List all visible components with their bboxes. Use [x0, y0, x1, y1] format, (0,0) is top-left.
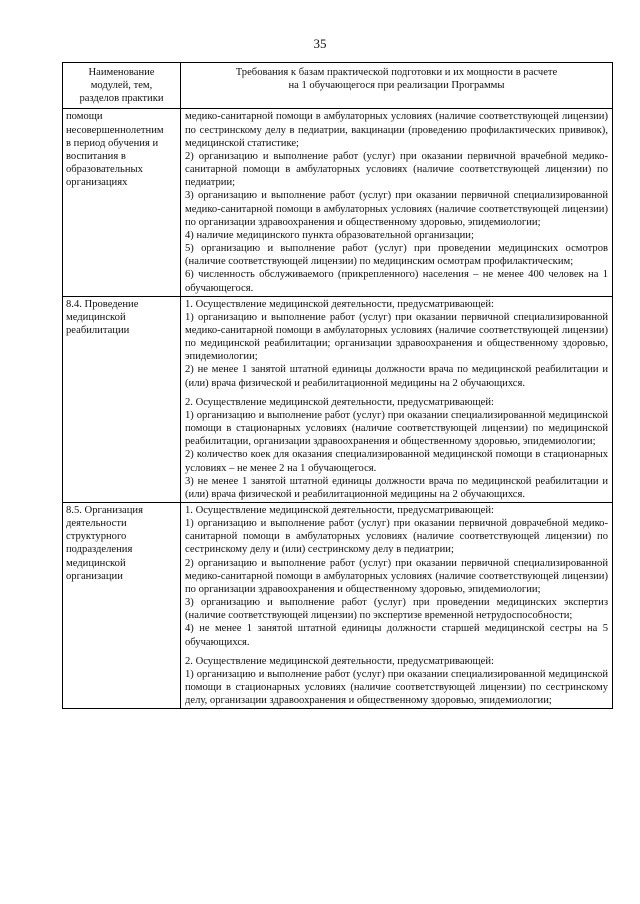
requirement-block: [185, 298, 608, 390]
requirement-item: 1) организацию и выполнение работ (услуг) при оказании специализированной медицинской помощи в стационарных условиях (наличие соответствующей лицензии) по сестринскому делу, организации здравоохранения и общественному здоровью, эпидемиологии;: [185, 668, 608, 707]
header-line: Требования к базам практической подготовки и их мощности в расчете: [235, 67, 558, 78]
module-name-line: медицинской: [66, 557, 126, 569]
requirement-item: 2) количество коек для оказания специализированной медицинской помощи в стационарных условиях – не менее 2 на 1 обучающегося.: [185, 449, 608, 474]
module-name-line: подразделения: [66, 544, 133, 556]
requirement-block: [185, 655, 608, 708]
header-line: разделов практики: [79, 93, 164, 105]
requirement-item: 1) организацию и выполнение работ (услуг) при оказании специализированной медицинской помощи в стационарных условиях (наличие соответствующей лицензии) по медицинской реабилитации, организации здравоохранения и общественному здоровью, эпидемиологии;: [185, 409, 608, 448]
requirement-item: 2) не менее 1 занятой штатной единицы должности врача по медицинской реабилитации и (или) врача физической и реабилитационной медицины на 2 обучающихся.: [185, 364, 608, 389]
table-row: [63, 503, 613, 709]
module-name-line: медицинской: [66, 311, 126, 323]
module-name-line: реабилитации: [66, 324, 130, 336]
module-name-line: образовательных: [66, 164, 143, 176]
module-name-cell: [63, 296, 181, 502]
requirement-block: [185, 504, 608, 649]
table-row: [63, 296, 613, 502]
module-name-line: воспитания в: [66, 150, 126, 162]
header-line: на 1 обучающегося при реализации Программы: [288, 80, 505, 92]
requirement-item: 1) организацию и выполнение работ (услуг) при оказании первичной специализированной медико-санитарной помощи в амбулаторных условиях (наличие соответствующей лицензии) по медицинской реабилитации; организации здравоохранения и общественному здоровью, эпидемиологии;: [185, 311, 608, 363]
table-row: [63, 109, 613, 296]
table-header-row: [63, 63, 613, 109]
module-name-line: организации: [66, 570, 123, 582]
requirements-cell: [181, 109, 613, 296]
requirements-table: [62, 62, 613, 709]
module-name-line: организациях: [66, 177, 128, 189]
requirement-block: [185, 110, 608, 294]
page-number: 35: [313, 36, 327, 51]
module-name-line: 8.4. Проведение: [66, 298, 139, 310]
requirement-item: 2. Осуществление медицинской деятельности, предусматривающей:: [185, 655, 494, 667]
requirement-item: 2) организацию и выполнение работ (услуг) при оказании первичной врачебной медико-санитарной помощи в амбулаторных условиях (наличие соответствующей лицензии) по педиатрии;: [185, 150, 608, 189]
requirement-item: 1. Осуществление медицинской деятельности, предусматривающей:: [185, 298, 494, 310]
requirement-item: 3) организацию и выполнение работ (услуг) при оказании первичной специализированной медико-санитарной помощи в амбулаторных условиях (наличие соответствующей лицензии) по организации здравоохранения и общественному здоровью, эпидемиологии;: [185, 190, 608, 228]
header-module-name: [63, 63, 181, 109]
requirement-item: 4) наличие медицинского пункта образовательной организации;: [185, 229, 474, 241]
requirements-cell: [181, 296, 613, 502]
requirement-item: 1. Осуществление медицинской деятельности, предусматривающей:: [185, 505, 494, 516]
requirement-item: 5) организацию и выполнение работ (услуг) при проведении медицинских осмотров (наличие соответствующей лицензии) по медицинским осмотрам профилактическим;: [185, 243, 608, 268]
requirements-cell: [181, 503, 613, 709]
requirement-item: 1) организацию и выполнение работ (услуг) при оказании первичной доврачебной медико-санитарной помощи в амбулаторных условиях (наличие соответствующей лицензии) по сестринскому делу и (или) сестринскому делу в педиатрии;: [185, 518, 608, 556]
requirement-item: 3) организацию и выполнение работ (услуг) при проведении медицинских экспертиз (наличие соответствующей лицензии) по экспертизе временной нетрудоспособности;: [185, 597, 608, 622]
requirement-item: 4) не менее 1 занятой штатной единицы должности старшей медицинской сестры на 5 обучающихся.: [185, 623, 608, 648]
module-name-line: структурного: [66, 531, 127, 543]
module-name-line: помощи: [66, 111, 103, 123]
header-line: модулей, тем,: [90, 80, 153, 92]
requirement-item: 2) организацию и выполнение работ (услуг) при оказании первичной специализированной медико-санитарной помощи в амбулаторных условиях (наличие соответствующей лицензии) по организации здравоохранения и общественному здоровью, эпидемиологии;: [185, 557, 608, 595]
requirement-item: 2. Осуществление медицинской деятельности, предусматривающей:: [185, 396, 494, 408]
header-line: Наименование: [88, 67, 155, 78]
module-name-line: деятельности: [66, 518, 127, 530]
requirement-block: [185, 396, 608, 501]
header-requirements: [181, 63, 613, 109]
requirement-item: 3) не менее 1 занятой штатной единицы должности врача по медицинской реабилитации и (или) врача физической и реабилитационной медицины на 2 обучающихся.: [185, 475, 608, 500]
module-name-line: 8.5. Организация: [66, 505, 143, 516]
module-name-line: несовершеннолетним: [66, 124, 164, 136]
module-name-cell: [63, 503, 181, 709]
requirement-item: 6) численность обслуживаемого (прикрепленного) населения – не менее 400 человек на 1 обучающегося.: [185, 269, 608, 294]
requirement-item: медико-санитарной помощи в амбулаторных условиях (наличие соответствующей лицензии) по сестринскому делу в педиатрии, вакцинации (проведению профилактических прививок), медицинской статистике;: [185, 111, 608, 149]
module-name-line: в период обучения и: [66, 137, 159, 149]
module-name-cell: [63, 109, 181, 296]
